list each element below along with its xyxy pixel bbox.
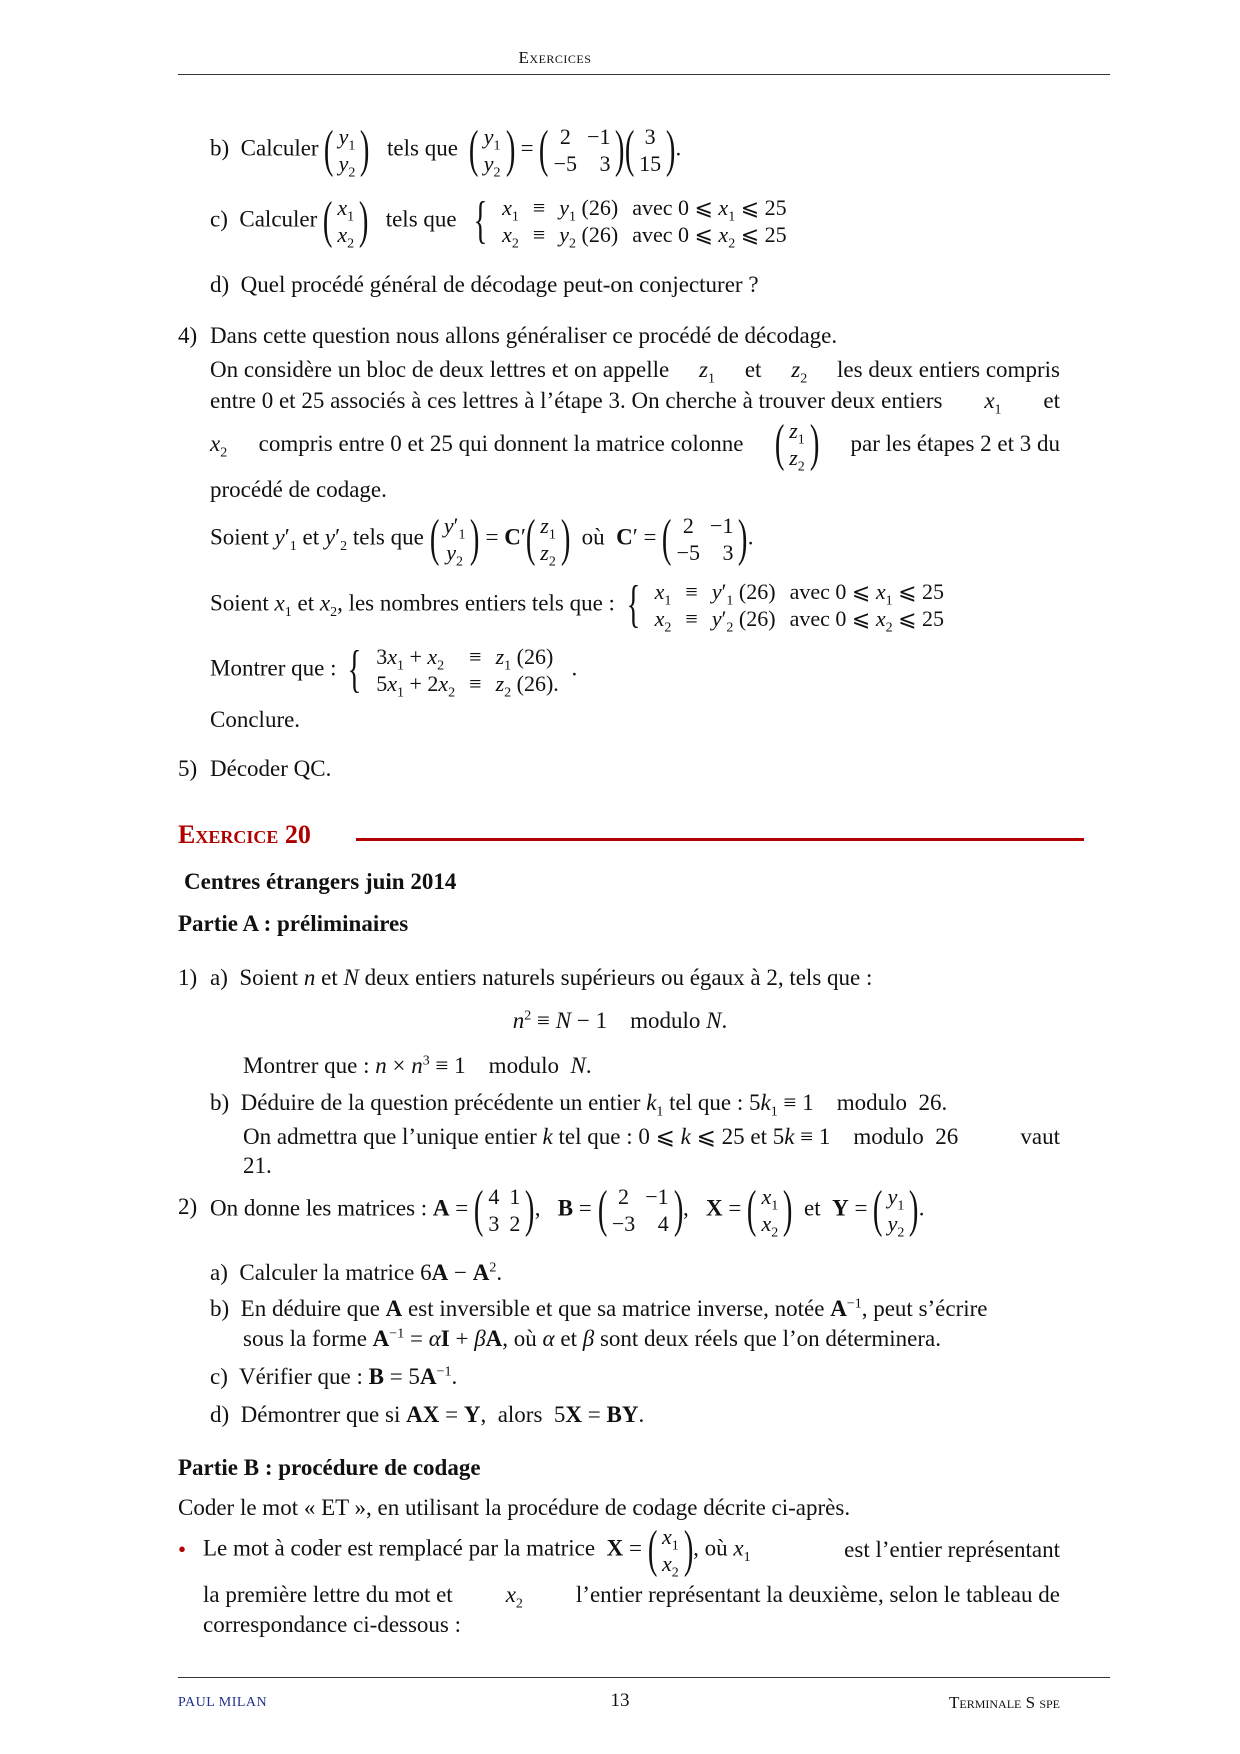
matrix-z: ( $z_1$ $z_2$ ) <box>774 415 820 475</box>
q5-text: Décoder QC. <box>210 756 332 781</box>
page-number: 13 <box>610 1690 630 1711</box>
q4-montrer-text: Montrer que : <box>210 655 337 681</box>
q4-ou: où <box>581 524 605 550</box>
header-rule <box>178 74 1110 75</box>
q4-conclure: Conclure. <box>210 707 301 732</box>
partB-bullet1-line3: correspondance ci-dessous : <box>203 1612 462 1637</box>
matrix-y-prime: ( $y'_1$ $y_2$ ) <box>429 510 480 570</box>
a2b-text2: est inversible et que sa matrice inverse, notée <box>408 1296 825 1321</box>
a1a-label: a) <box>210 965 228 990</box>
q4-et: et <box>744 357 762 382</box>
partB-bullet1-line2 <box>203 1582 1060 1612</box>
q4-soient1b-text: tels que <box>352 524 424 550</box>
q3c <box>210 192 794 252</box>
matrix-c-prime: ( 2 −1 −5 3 ) <box>662 510 748 567</box>
partB-intro: Coder le mot « ET », en utilisant la procédure de codage décrite ci-après. <box>178 1495 851 1520</box>
q4-line4 <box>210 415 1060 475</box>
a1b-line2-text: On admettra que l’unique entier <box>243 1124 537 1149</box>
q4-line5: procédé de codage. <box>210 477 387 502</box>
a1b-line2c: vaut <box>1020 1124 1060 1149</box>
system-montrer: { $3x_1 + x_2$ ≡ $z_1$ (26) $5x_1 + 2x_2$ ≡ $z_2$ (26). <box>347 641 559 701</box>
partA-title: Partie A : préliminaires <box>178 911 409 936</box>
q3b: b) Calculer ( $y_1$ $y_2$ ) tels que ( $y_1$ $y_2$ ) = ( 2 −1 −5 3 ) ( 3 15 ) . <box>210 121 682 181</box>
q5-label: 5) <box>178 756 198 781</box>
a2b-line2-text: sous la forme <box>243 1326 367 1351</box>
q4-line3-text: entre 0 et 25 associés à ces lettres à l’étape 3. On cherche à trouver deux entiers <box>210 388 943 413</box>
q4-x2: $x_2$ <box>210 431 228 461</box>
q4-z2: $z_2$ <box>791 357 808 387</box>
a2d: d) Démontrer que si AX = Y, alors 5X = BY. <box>210 1402 645 1427</box>
a1b-line3: 21. <box>243 1153 272 1178</box>
q4-label: 4) <box>178 323 198 348</box>
bullet-icon: • <box>178 1537 187 1562</box>
matrix-X-2: ( $x_1$ $x_2$ ) <box>647 1521 694 1581</box>
q4-line4b-text: par les étapes 2 et 3 du <box>850 431 1060 456</box>
q3c-text: Calculer <box>239 206 318 232</box>
system-q4: { $x_1$ ≡ $y'_1$ (26) avec 0 ⩽ $x_1$ ⩽ 25 $x_2$ ≡ $y'_2$ (26) avec 0 ⩽ $x_2$ ⩽ 25 <box>626 576 945 636</box>
a2a: a) Calculer la matrice $6A - A^2$. <box>210 1260 503 1285</box>
q4-line3 <box>210 388 1060 418</box>
a2b-line2b: , où <box>502 1326 537 1351</box>
partB-x2: $x_2$ <box>505 1582 523 1612</box>
q4-soient2-text: Soient <box>210 590 269 616</box>
a1b-text: Déduire de la question précédente un entier <box>240 1090 641 1115</box>
matrix-Y: ( $y_1$ $y_2$ ) <box>873 1181 919 1241</box>
q4-soient1: Soient $y'_1$ et $y'_2$ tels que ( $y'_1$ $y_2$ ) = C′ ( $z_1$ $z_2$ ) où C′ = ( 2 −1 −5 3 ) . <box>210 510 754 570</box>
a2-text: On donne les matrices : <box>210 1195 428 1221</box>
exercise-title-rule <box>356 838 1084 841</box>
partB-bullet1a: Le mot à coder est remplacé par la matrice <box>203 1535 596 1561</box>
running-header: Exercices <box>518 48 592 67</box>
a1-label: 1) <box>178 965 198 990</box>
a2a-label: a) <box>210 1260 228 1285</box>
partB-bullet1-line2b: l’entier représentant la deuxième, selon le tableau de <box>575 1582 1060 1607</box>
a2d-text2: alors <box>497 1402 543 1427</box>
footer-rule <box>178 1677 1110 1678</box>
a2-label: 2) <box>178 1194 198 1219</box>
partB-bullet1-line2-text: la première lettre du mot et <box>203 1582 453 1607</box>
footer-author: PAUL MILAN <box>178 1695 268 1710</box>
q4-z1: $z_1$ <box>699 357 715 387</box>
matrix-B: ( 2 −1 −3 4 ) <box>597 1181 684 1238</box>
a2b-text3: , peut s’écrire <box>861 1296 988 1321</box>
a2b-text: En déduire que <box>240 1296 380 1321</box>
partB-bullet1b: , où <box>693 1535 728 1561</box>
a1b-text2: tel que : <box>669 1090 744 1115</box>
q3b-text: Calculer <box>240 135 319 161</box>
a2c-text: Vérifier que : <box>238 1364 363 1389</box>
a1a-montrer-text: Montrer que : <box>243 1053 370 1078</box>
matrix-z-2: ( $z_1$ $z_2$ ) <box>525 510 571 570</box>
a2a-text: Calculer la matrice <box>239 1260 415 1285</box>
q4-line2b-text: les deux entiers compris <box>837 357 1060 382</box>
q4-line2 <box>210 357 1060 387</box>
matrix-y: ( $y_1$ $y_2$ ) <box>324 121 370 181</box>
matrix-c-prime-b: ( 2 −1 −5 3 ) <box>539 121 625 178</box>
footer-course: Terminale S spe <box>948 1693 1060 1712</box>
a2-matrices: On donne les matrices : A = ( 4 1 3 2 ) , B = ( 2 −1 −3 4 ) , X = ( $x_1$ $x_2$ ) et Y = ( $y_1$ $y_2$ ) . <box>210 1181 925 1241</box>
q3b-tels: tels que <box>387 135 458 161</box>
q3d-label: d) <box>210 272 230 297</box>
a2b: b) En déduire que A est inversible et que sa matrice inverse, notée $A^{-1}$, peut s’écrire <box>210 1296 988 1321</box>
q4-soient1-text: Soient <box>210 524 269 550</box>
a1b: b) Déduire de la question précédente un entier $k_1$ tel que : $5k_1 \equiv 1$ modulo 26. <box>210 1090 948 1120</box>
matrix-3-15: ( 3 15 ) <box>624 121 676 178</box>
partB-title: Partie B : procédure de codage <box>178 1455 481 1480</box>
q4-soient2b-text: , les nombres entiers tels que : <box>337 590 615 616</box>
q3b-label: b) <box>210 135 230 161</box>
a2b-line2c: sont deux réels que l’on déterminera. <box>599 1326 941 1351</box>
a1a-text: deux entiers naturels supérieurs ou égaux à 2, tels que : <box>364 965 873 990</box>
a1a-montrer: Montrer que : $n \times n^3 \equiv 1$ modulo N. <box>243 1053 592 1078</box>
matrix-x: ( $x_1$ $x_2$ ) <box>322 192 369 252</box>
a2b-label: b) <box>210 1296 230 1321</box>
exercise-title: Exercice 20 <box>178 820 311 849</box>
q4-line4a-text: compris entre 0 et 25 qui donnent la matrice colonne <box>258 431 744 456</box>
q3d <box>210 272 759 298</box>
q4-et2: et <box>1043 388 1060 413</box>
partB-bullet1c: est l’entier représentant <box>844 1537 1060 1562</box>
q4-soient2: Soient $x_1$ et $x_2$, les nombres entiers tels que : { $x_1$ ≡ $y'_1$ (26) avec 0 ⩽ $x_1$ ⩽ 25 $x_2$ ≡ $y'_2$ (26) avec 0 ⩽ $x_2$ ⩽ 25 <box>210 578 951 632</box>
a1b-line2b: tel que : <box>558 1124 633 1149</box>
matrix-A: ( 4 1 3 2 ) <box>473 1181 535 1238</box>
q4-x1: $x_1$ <box>984 388 1002 418</box>
q4-line2-text: On considère un bloc de deux lettres et on appelle <box>210 357 670 382</box>
a2d-text: Démontrer que si <box>240 1402 401 1427</box>
a1a: a) Soient n et N deux entiers naturels supérieurs ou égaux à 2, tels que : <box>210 965 873 990</box>
q3c-label: c) <box>210 206 228 232</box>
system-q3c: { $x_1$ ≡ $y_1$ (26) avec 0 ⩽ $x_1$ ⩽ 25 $x_2$ ≡ $y_2$ (26) avec 0 ⩽ $x_2$ ⩽ 25 <box>473 192 787 252</box>
exercise-source: Centres étrangers juin 2014 <box>184 869 457 894</box>
a1a-equation: $n^2 \equiv N - 1$ modulo N. <box>512 1008 728 1033</box>
a2d-label: d) <box>210 1402 230 1427</box>
a2c: c) Vérifier que : $B = 5A^{-1}$. <box>210 1364 458 1389</box>
a2b-line2: sous la forme $A^{-1} = \alpha I + \beta A$, où α et β sont deux réels que l’on déterminera. <box>243 1326 941 1351</box>
partB-bullet1: Le mot à coder est remplacé par la matrice X = ( $x_1$ $x_2$ ) , où $x_1$ est l’entier représentant <box>203 1521 1060 1581</box>
q4-montrer: Montrer que : { $3x_1 + x_2$ ≡ $z_1$ (26) $5x_1 + 2x_2$ ≡ $z_2$ (26). . <box>210 641 578 701</box>
matrix-X: ( $x_1$ $x_2$ ) <box>747 1181 793 1241</box>
q3c-tels: tels que <box>385 206 457 232</box>
a1b-line2: On admettra que l’unique entier k tel que : 0 ⩽ k ⩽ 25 et 5k ≡ 1 modulo 26 vaut <box>243 1124 1060 1149</box>
q3d-text: Quel procédé général de décodage peut-on conjecturer ? <box>240 272 759 297</box>
a2c-label: c) <box>210 1364 228 1389</box>
a1b-label: b) <box>210 1090 230 1115</box>
q4-line1: Dans cette question nous allons généraliser ce procédé de décodage. <box>210 323 838 348</box>
matrix-y-left: ( $y_1$ $y_2$ ) <box>469 121 515 181</box>
